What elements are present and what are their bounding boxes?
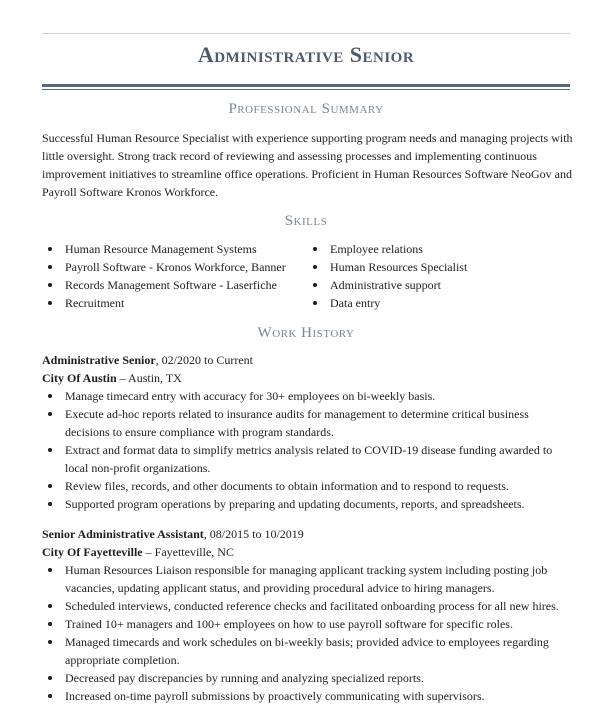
job-title: Senior Administrative Assistant [42, 527, 204, 541]
skills-column-left [42, 240, 302, 312]
job-location: – Austin, TX [116, 371, 182, 385]
duty-item: Human Resources Liaison responsible for managing applicant tracking system including posting job vacancies, updating applicant status, and providing procedural advice to hiring managers. [42, 561, 574, 597]
job-dates: , 08/2015 to 10/2019 [203, 527, 304, 541]
skill-item: Human Resource Management Systems [42, 240, 302, 258]
duty-item: Decreased pay discrepancies by running and analyzing specialized reports. [42, 669, 574, 687]
skill-item: Recruitment [42, 294, 302, 312]
duty-item: Review files, records, and other documents to obtain information and to respond to requests. [42, 477, 574, 495]
job-title: Administrative Senior [42, 353, 156, 367]
duty-item: Extract and format data to simplify metrics analysis related to COVID-19 disease funding awarded to local non-profit organizations. [42, 441, 574, 477]
skill-item: Data entry [307, 294, 567, 312]
job-entry [42, 525, 574, 705]
job-company-line [42, 369, 574, 387]
job-entry [42, 351, 574, 513]
skills-heading: Skills [284, 213, 328, 229]
job-title-line [42, 351, 574, 369]
duty-item: Increased on-time payroll submissions by proactively communicating with supervisors. [42, 687, 574, 705]
duty-item: Trained 10+ managers and 100+ employees on how to use payroll software for specific roles. [42, 615, 574, 633]
job-dates: , 02/2020 to Current [155, 353, 253, 367]
skill-item: Human Resources Specialist [307, 258, 567, 276]
skill-item: Records Management Software - Laserfiche [42, 276, 302, 294]
duty-item: Execute ad-hoc reports related to insurance audits for management to determine critical business decisions to ensure compliance with program standards. [42, 405, 574, 441]
job-duties [42, 387, 574, 513]
summary-heading: Professional Summary [228, 101, 384, 117]
resume-name: Administrative Senior [197, 42, 415, 67]
duty-item: Supported program operations by preparing and updating documents, reports, and spreadsheets. [42, 495, 574, 513]
top-divider [42, 33, 570, 34]
job-company-line [42, 543, 574, 561]
duty-item: Managed timecards and work schedules on bi-weekly basis; provided advice to employees regarding appropriate completion. [42, 633, 574, 669]
header-divider-thick [42, 84, 570, 87]
skill-item: Employee relations [307, 240, 567, 258]
summary-text: Successful Human Resource Specialist with experience supporting program needs and managing projects with little oversight. Strong track record of reviewing and assessing processes and implementing continuous improvement initiatives to streamline office operations. Proficient in Human Resources Software NeoGov and Payroll Software Kronos Workforce. [42, 131, 573, 199]
duty-item: Scheduled interviews, conducted reference checks and facilitated onboarding process for all new hires. [42, 597, 574, 615]
duty-item: Manage timecard entry with accuracy for 30+ employees on bi-weekly basis. [42, 387, 574, 405]
skill-item: Payroll Software - Kronos Workforce, Banner [42, 258, 302, 276]
skill-item: Administrative support [307, 276, 567, 294]
job-title-line [42, 525, 574, 543]
job-company: City Of Fayetteville [42, 545, 143, 559]
job-duties [42, 561, 574, 705]
job-company: City Of Austin [42, 371, 117, 385]
header-divider-thin [42, 89, 570, 90]
job-location: – Fayetteville, NC [142, 545, 234, 559]
skills-column-right [307, 240, 567, 312]
work-history-heading: Work History [257, 325, 355, 341]
